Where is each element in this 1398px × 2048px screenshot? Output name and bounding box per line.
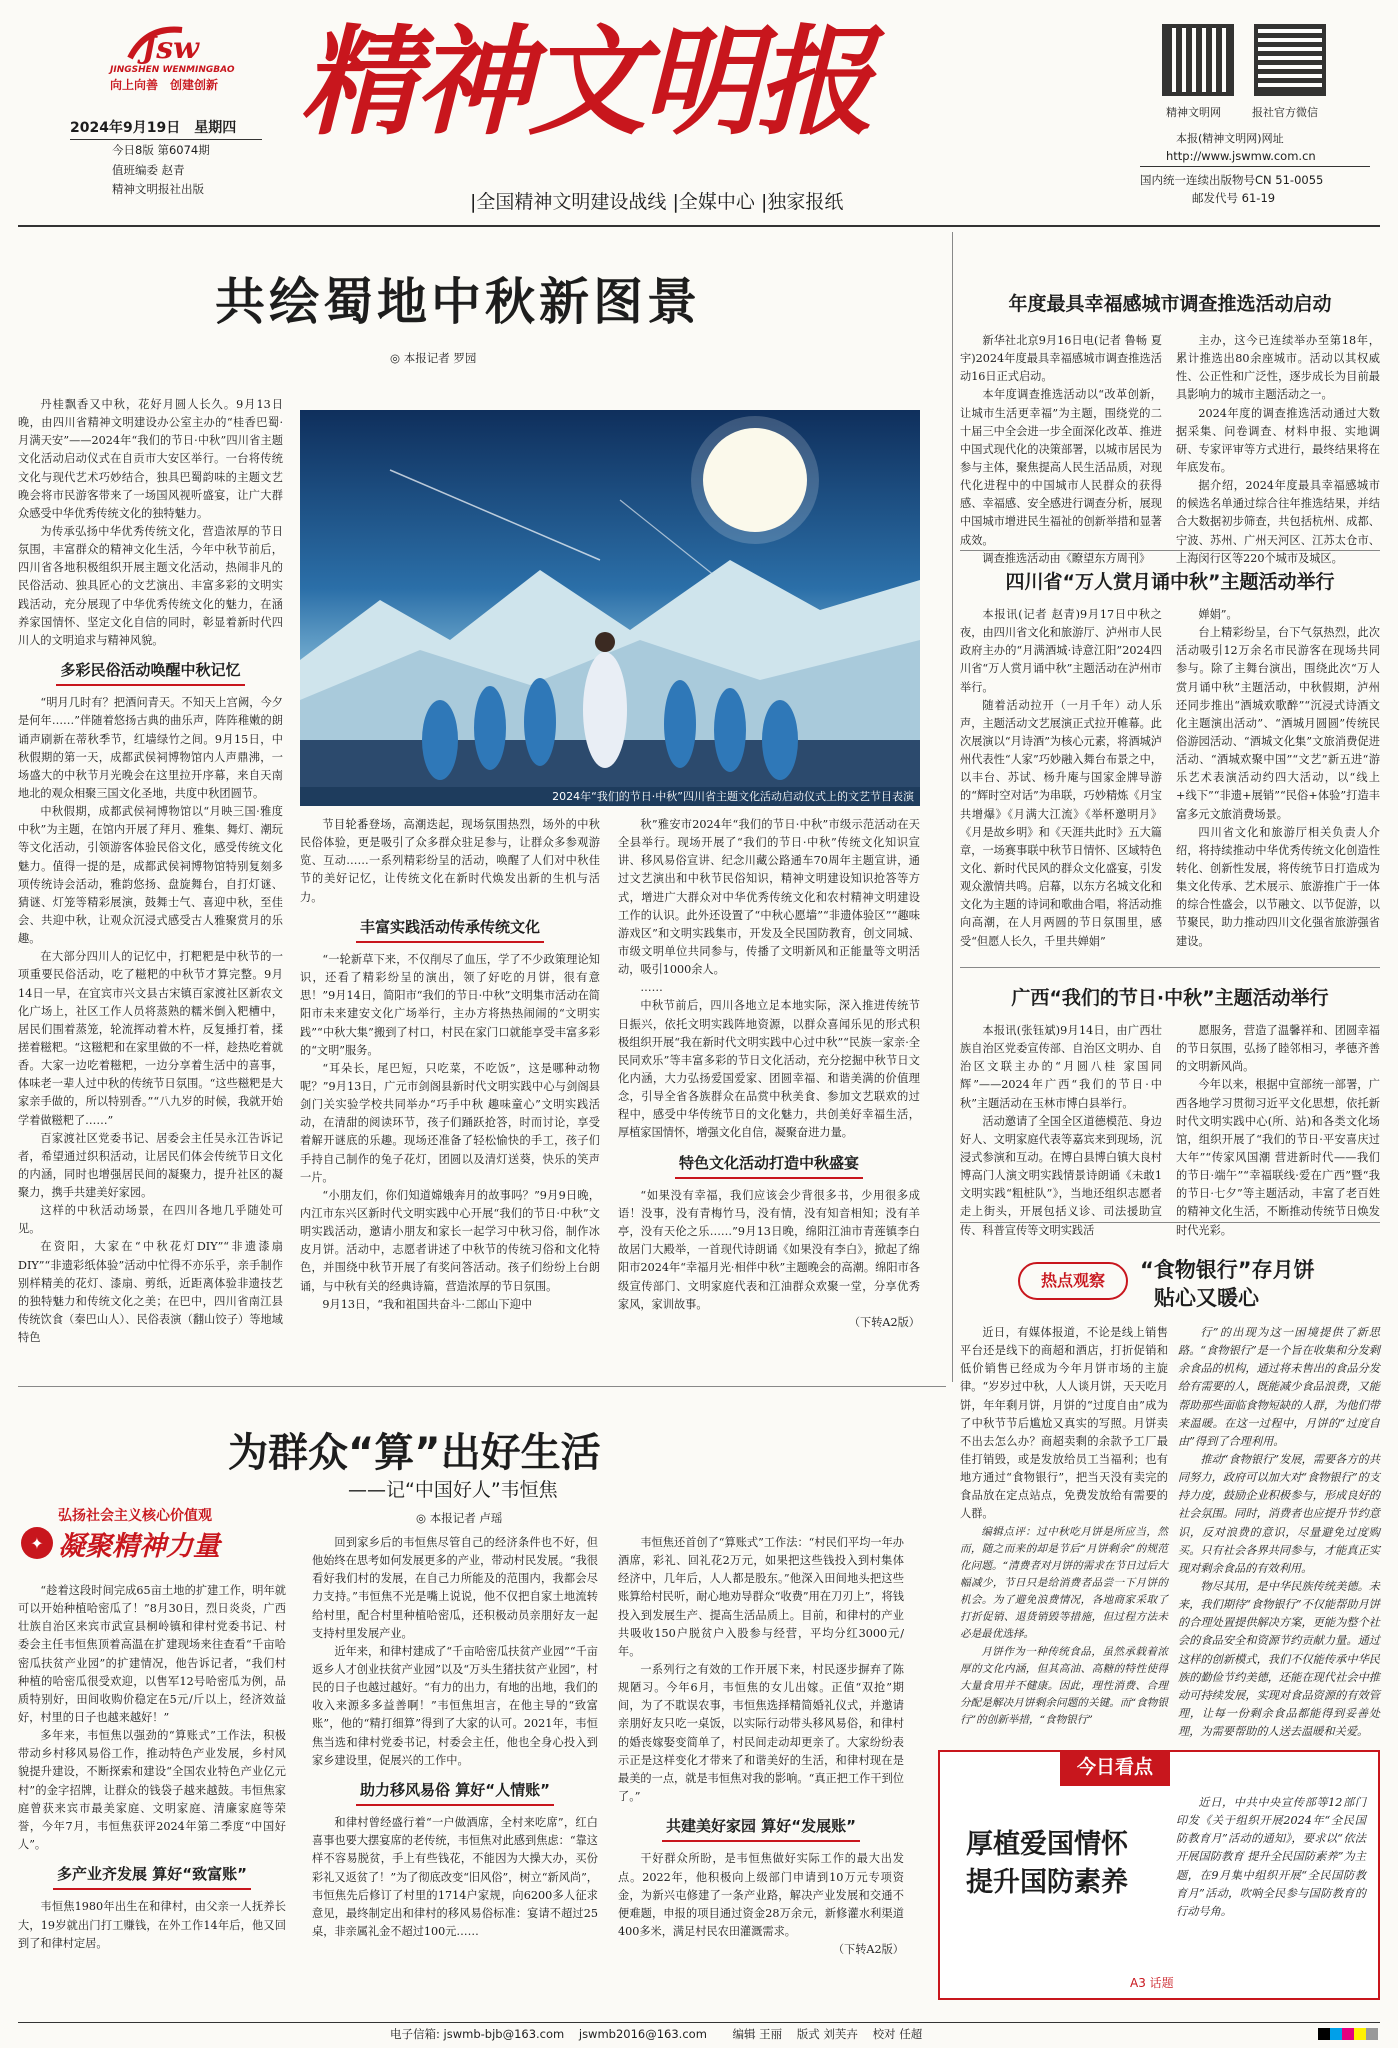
paragraph: 韦恒焦还首创了“算账式”工作法：“村民们平均一年办酒席，彩礼、回礼花2万元，如果把这些钱投入到村集体经济中，几年后，人人都是股东。”他深入田间地头把这些账算给村民听，耐心地劝导群众“收费”用在刀刃上”，将钱投入到发展生产、提高生活品质上。目前，和律村的产业共吸收150户脱贫户入股参与经营，平均分红3000元/年。 — [618, 1536, 904, 1658]
tagline-divider: | — [470, 191, 477, 213]
byline-mark-icon: ◎ — [416, 1511, 430, 1525]
brief3-col1 — [960, 1022, 1162, 1240]
tagline-divider: | — [760, 191, 768, 213]
footer — [390, 2026, 922, 2044]
logo-slogan: 向上向善 创建创新 — [110, 78, 219, 92]
color-bar — [1318, 2028, 1378, 2040]
masthead-divider — [70, 139, 262, 140]
masthead-rule — [18, 225, 1380, 227]
qr-label-website: 精神文明网 — [1166, 106, 1221, 119]
masthead-right-divider — [1140, 166, 1370, 167]
edition-info: 今日8版 第6074期 — [112, 143, 210, 157]
lead-col-1 — [18, 396, 283, 1346]
lead-col2-paras-2 — [300, 951, 600, 1314]
paragraph: 丹桂飘香又中秋，花好月圆人长久。9月13日晚，由四川省精神文明建设办公室主办的“桂香巴蜀·月满天安”——2024年“我们的节日·中秋”四川省主题文化活动启动仪式在自贡市大安区举行。一台将传统文化与现代艺术巧妙结合，独具巴蜀韵味的主题文艺晚会将市民游客带来了一场国风视听盛宴，让广大群众感受中华优秀传统文化的独特魅力。 — [18, 398, 283, 520]
today-text — [1176, 1794, 1366, 1921]
paragraph: 秋”雅安市2024年“我们的节日·中秋”市级示范活动在天全县举行。现场开展了“我们的节日·中秋”传统文化知识宣讲、移风易俗宣讲、纪念川藏公路通车70周年主题宣讲，通过文艺演出和中秋节民俗知识，精神文明建设知识抢答等方式，增进广大群众对中华优秀传统文化和农村精神文明建设工作的认识。此外还设置了“中秋心愿墙”“非遗体验区”“趣味游戏区”和文明实践集市，开发及全民国防教育，创文同城、市级文明单位共同参与，传播了文明新风和正能量等文明活动，吸引1000余人。 — [618, 818, 920, 977]
site-label: 本报(精神文明网)网址 — [1176, 132, 1284, 145]
today-badge-text: 今日看点 — [1076, 1756, 1153, 1778]
tagline-bar — [470, 188, 843, 217]
lead-col3-paras — [618, 816, 920, 1143]
paragraph: 随着活动拉开（一月千年）动人乐声，主题活动文艺展演正式拉开帷幕。此次展演以“月诗酒”为核心元素，将酒城泸州代表性“人家”巧妙融入舞台布景之中，以丰台、苏试、杨升庵与国家金牌导游的“辉时空对话”为串联，巧妙精炼《月宝共增爆》《月满大江流》《举杯邀明月》《月是故乡明》和《天涯共此时》五大篇章，一场赛事联中秋节日情怀、区域特色文化、新时代民风的群众文化盛宴，引发观众激情共鸣。启幕，以东方名城文化和文化为主题的诗词和歌曲合唱，将活动推向高潮，在人月两圆的节日氛围里，感受“但愿人长久，千里共婵娟” — [960, 698, 1162, 948]
paragraph: 据介绍，2024年度最具幸福感城市的候选名单通过综合往年推选结果，并结合大数据初步筛查，共包括杭州、成都、宁波、苏州、广州天河区、江苏太仓市、上海闵行区等220个城市及城区。 — [1176, 479, 1380, 565]
footer-email-2[interactable]: jswmb2016@163.com — [578, 2027, 707, 2041]
lead-continued[interactable]: （下转A2版） — [848, 1315, 920, 1329]
paragraph: 新华社北京9月16日电(记者 鲁畅 夏宇)2024年度最具幸福感城市调查推选活动16日正式启动。 — [960, 334, 1162, 384]
brief-title-1: 年度最具幸福感城市调查推选活动启动 — [1008, 293, 1332, 315]
bottom-byline-text: 本报记者 卢瑶 — [429, 1511, 503, 1525]
paragraph: “耳朵长，尾巴短，只吃菜，不吃饭”，这是哪种动物呢？”9月13日，广元市剑阁县新时代文明实践中心与剑阁县剑门关实验学校共同举办“巧手中秋 趣味童心”文明实践活动，在清甜的阅读环节，孩子们踊跃抢答，时而讨论，享受着解开谜底的乐趣。现场还准备了轻松愉快的手工，孩子们手持自己制作的兔子花灯，团圆以及清灯送葵，快乐的笑声一片。 — [300, 1061, 600, 1184]
paragraph: 活动邀请了全国全区道德模范、身边好人、文明家庭代表等嘉宾来到现场，沉浸式参演和互动。在博白县博白镇大良村博高门人演文明实践情景诗朗诵《未敢1文明实践“粗桩队”》，当地还组织志愿者走上街头，开展包括义诊、司法援助宣传、科普宣传等文明实践活 — [960, 1114, 1162, 1237]
logo-letters: Jsw — [142, 31, 199, 66]
paragraph: 一系列行之有效的工作开展下来，村民逐步摒弃了陈规陋习。今年6月，韦恒焦的女儿出嫁。正值“双抢”期间，为了不耽误农事，韦恒焦选择精简婚礼仪式，并邀请亲朋好友只吃一桌饭，以实际行动带头移风易俗，和律村的婚丧嫁娶变简单了，村民间走动却更亲了。大家纷纷表示正是这样变化才带来了和谐美好的生活，和律村现在是最美的一点，就是韦恒焦对我的影响。“真正把工作干到位了。” — [618, 1662, 904, 1803]
site-url[interactable]: http://www.jswmw.com.cn — [1166, 149, 1316, 163]
bottom-byline — [416, 1510, 502, 1528]
section-rule-right — [960, 1222, 1380, 1223]
brief-rule — [960, 550, 1380, 551]
paragraph: 行”的出现为这一困境提供了新思路。“食物银行”是一个旨在收集和分发剩余食品的机构，通过将未售出的食品分发给有需要的人，既能减少食品浪费，又能帮助那些面临食物短缺的人群，为他们带来温暖。在这一过程中，月饼的“过度自由”得到了合理利用。 — [1178, 1326, 1380, 1448]
today-text-body: 近日，中共中央宣传部等12部门印发《关于组织开展2024年“全民国防教育月”活动的通知》，要求以“依法开展国防教育 提升全民国防素养”为主题，在9月集中组织开展“全民国防教育月”活动，吹响全民参与国防教育的行动号角。 — [1176, 1796, 1366, 1918]
issue-date: 2024年9月19日 星期四 — [70, 120, 237, 136]
paragraph: 在资阳，大家在“中秋花灯DIY”“非遗漆扇DIY”“非遗彩纸体验”活动中忙得不亦乐乎，亲手制作别样精美的花灯、漆扇、剪纸，近距离体验非遗技艺的独特魅力和传统文化之美；在巴中，四川省南江县传统饮食（秦巴山人）、民俗表演（翻山饺子）等地域特色 — [18, 1240, 283, 1345]
paragraph: 近日，有媒体报道，不论是线上销售平台还是线下的商超和酒店，打折促销和低价销售已经成为今年月饼市场的主旋律。“岁岁过中秋，人人谈月饼，天天吃月饼，年年剩月饼，月饼的“过度自由”成为了中秋节节后尴尬又真实的写照。月饼卖不出去怎么办？商超卖剩的余款予工厂最佳打销毁，或是发放给员工当福利；也有地方通过“食物银行”，把当天没有卖完的食品放在定点站点，免费发放给有需要的人群。 — [960, 1326, 1168, 1521]
postal-code: 邮发代号 61-19 — [1192, 191, 1276, 205]
duty-editor: 值班编委 赵青 — [112, 163, 185, 177]
lead-col2-paras — [300, 816, 600, 907]
hot-col-2 — [1178, 1324, 1380, 1739]
footer-rule — [18, 2022, 1380, 2023]
tagline-3: 独家报纸 — [767, 191, 844, 213]
hot-title-1: “食物银行”存月饼 — [1140, 1258, 1315, 1282]
bottom-col3-paras — [618, 1534, 904, 1806]
hot-col1-paras — [960, 1324, 1168, 1524]
hot-observation — [960, 1232, 1380, 1739]
brief-2-col-2 — [1176, 606, 1380, 966]
hot-title-2: 贴心又暖心 — [1154, 1286, 1259, 1310]
lead-subhead-2: 丰富实践活动传承传统文化 — [356, 915, 544, 943]
banner-small: 弘扬社会主义核心价值观 — [58, 1508, 212, 1524]
footer-email-label: 电子信箱: — [390, 2027, 440, 2041]
footer-proof: 校对 任超 — [872, 2027, 923, 2041]
today-box — [938, 1750, 1380, 2000]
paragraph: 2024年度的调查推选活动通过大数据采集、问卷调查、材料申报、实地调研、专家评审等方式进行，最终结果将在年底发布。 — [1176, 406, 1380, 474]
masthead — [0, 0, 1398, 225]
lead-title: 共绘蜀地中秋新图景 — [215, 273, 701, 331]
paragraph: 中秋假期，成都武侯祠博物馆以“月映三国·雅度中秋”为主题，在馆内开展了拜月、雅集、舞灯、潮玩等文化活动，引领游客体验民俗文化，感受传统文化魅力。值得一提的是，成都武侯祠博物馆特别复刻多项传统诗会活动，雅韵悠扬、盘旋舞台，自打灯谜、猜谜、灯笼等精彩展演，鼓舞士气、喜迎中秋，至佳会、共迎中秋，让观众沉浸式感受古人雅聚赏月的乐趣。 — [18, 805, 283, 946]
bottom-subtitle: ——记“中国好人”韦恒焦 — [348, 1479, 558, 1501]
footer-editor: 编辑 王丽 — [732, 2027, 783, 2041]
brief-3-col-1 — [960, 1022, 1162, 1237]
brief-3-col-2 — [1176, 1022, 1380, 1237]
paragraph: “一轮新草下来，不仅削尽了血压，学了不少政策理论知识，还看了精彩纷呈的演出，领了好吃的月饼，很有意思！”9月14日，简阳市“我们的节日·中秋”文明集市活动在简阳市未来建安文化广场举行，主办方将热热闹闹的“文明实践”“中秋大集”搬到了村口，村民在家门口就能享受丰富多彩的“文明”服务。 — [300, 953, 600, 1057]
hot-col2-paras — [1178, 1324, 1380, 1741]
paper-name: 精神文明报 — [300, 12, 871, 151]
paragraph: …… — [640, 981, 663, 995]
paragraph: 中秋节前后，四川各地立足本地实际，深入推进传统节日振兴，依托文明实践阵地资源，以群众喜闻乐见的形式积极组织开展“我在新时代文明实践中心过中秋”“民族一家亲·全民同欢乐”等丰富多彩的节日文化活动，充分挖掘中秋节日文化内涵，大力弘扬爱国爱家、团圆幸福、和谐美满的价值理念，引导全省各族群众在品赏中秋美食、参加文艺联欢的过程中，感受中华传统节日的文化魅力，共创美好幸福生活，厚植家国情怀，增强文化自信，凝聚奋进力量。 — [618, 999, 920, 1140]
paragraph: 本报讯(记者 赵青)9月17日中秋之夜，由四川省文化和旅游厅、泸州市人民政府主办的“月满酒城·诗意江阳”2024四川省“万人赏月诵中秋”主题活动在泸州市举行。 — [960, 608, 1162, 694]
today-badge — [1060, 1750, 1170, 1786]
today-page-ref[interactable]: A3 话题 — [1130, 1976, 1174, 1990]
lead-col1-paras-2 — [18, 694, 283, 1347]
hot-col-1 — [960, 1324, 1168, 1727]
publisher: 精神文明报社出版 — [112, 182, 204, 196]
brief1-col1 — [960, 332, 1162, 568]
paragraph: “趁着这段时间完成65亩土地的扩建工作，明年就可以开始种植哈密瓜了！”8月30日，烈日炎炎，广西壮族自治区来宾市武宣县桐岭镇和律村党委书记、村委会主任韦恒焦顶着高温在扩建现场来往查看“千亩哈密瓜扶贫产业园”的扩建情况，他告诉记者，“我们村种植的哈密瓜很受欢迎，以售军12号哈密瓜为例，品质特别好，田间收购价稳定在5元/斤以上，经济效益好，村里的日子也越来越好！” — [18, 1584, 286, 1724]
bottom-subhead-1: 多产业齐发展 算好“致富账” — [53, 1862, 251, 1890]
paragraph: 今年以来，根据中宣部统一部署，广西各地学习贯彻习近平文化思想，依托新时代文明实践中心(所、站)和各类文化场馆，组织开展了“我们的节日·平安喜庆过大年”“传家风国潮 营进新时代——我们的节日·端午”“幸福联线·爱在广西”暨“我的节日·七夕”等主题活动，丰富了老百姓的精神文化生活，不断推动传统节日焕发时代光彩。 — [1176, 1078, 1380, 1237]
bottom-col-3 — [618, 1534, 904, 1994]
lead-col-3 — [618, 816, 920, 1346]
lead-col1-paras — [18, 396, 283, 650]
paragraph: “如果没有幸福，我们应该会少背很多书，少用很多成语！没事，没有青梅竹马，没有情，没有知音相知；没有羊亭，没有天伦之乐……”9月13日晚，绵阳江油市青莲镇李白故居门大殿举，一首现代诗朗诵《如果没有李白》，掀起了绵阳市2024年“幸福月光·相伴中秋”主题晚会的高潮。绵阳市各级宣传部门、文明家庭代表和江油群众欢聚一堂，分享优秀家风，家训故事。 — [618, 1188, 920, 1311]
svg-text:✦: ✦ — [30, 1534, 44, 1553]
qr-code-wechat[interactable] — [1254, 24, 1326, 96]
cn-number: 国内统一连续出版物号CN 51-0055 — [1140, 173, 1324, 187]
paragraph: 调查推选活动由《瞭望东方周刊》 — [982, 551, 1151, 565]
bottom-continued[interactable]: （下转A2版） — [832, 1943, 904, 1957]
brief1-col2 — [1176, 332, 1380, 568]
bottom-col-2 — [312, 1534, 598, 1994]
lead-col-2 — [300, 816, 600, 1346]
emblem-icon — [20, 1526, 54, 1560]
today-title-2: 提升国防素养 — [966, 1867, 1128, 1898]
hot-tail: 月饼作为一种传统食品，虽然承载着浓厚的文化内涵，但其高油、高糖的特性使得大量食用并不健康。因此，理性消费、合理分配是解决月饼剩余问题的关键。而“食物银行”的创新举措，“食物银行” — [960, 1645, 1168, 1727]
paragraph: 推动“食物银行”发展，需要各方的共同努力，政府可以加大对“食物银行”的支持力度，鼓励企业积极参与，形成良好的社会氛围。同时，消费者也应提升节约意识，反对浪费的意识，尽量避免过度购买。只有社会各界共同参与，才能真正实现对剩余食品的有效利用。 — [1178, 1452, 1380, 1575]
paragraph: 台上精彩纷呈，台下气氛热烈，此次活动吸引12万余名市民游客在现场共同参与。除了主舞台演出，围绕此次“万人赏月诵中秋”主题活动，中秋假期，泸州还同步推出“酒城欢歌醉”“沉浸式诗酒文化主题演出活动”、“酒城月圆圆”传统民俗游园活动、“酒城文化集”文旅消费促进活动、“酒城欢聚中国”“文艺”新五进“游乐艺术表演活动约四大活动，以“线上+线下”“非遗+展销”“民俗+体验”打造丰富多元文旅消费场景。 — [1176, 626, 1380, 821]
brief2-col2 — [1176, 606, 1380, 951]
today-title-1: 厚植爱国情怀 — [966, 1829, 1128, 1860]
column-divider — [952, 232, 953, 1382]
banner-big: 凝聚精神力量 — [58, 1531, 220, 1562]
paragraph: 物尽其用，是中华民族传统美德。未来，我们期待“食物银行”不仅能帮助月饼的合理处置提供解决方案，更能为整个社会的食品安全和资源节约贡献力量。通过这样的创新模式，我们不仅能传承中华民族的勤俭节约美德，还能在现代社会中推动可持续发展，实现对食品资源的有效管理，让每一份剩余食品都能得到妥善处理，为需要帮助的人送去温暖和关爱。 — [1178, 1579, 1380, 1739]
hot-badge-text: 热点观察 — [1040, 1271, 1105, 1290]
lead-col3-paras-2 — [618, 1187, 920, 1314]
paragraph: 韦恒焦1980年出生在和律村，由父亲一人抚养长大，19岁就出门打工赚钱，在外工作14年后，他又回到了和律村定居。 — [18, 1900, 286, 1950]
brief-1-col-1 — [960, 332, 1162, 565]
bottom-col2-paras — [312, 1534, 598, 1770]
bottom-col1-paras — [18, 1582, 286, 1854]
byline-mark-icon: ◎ — [390, 351, 404, 365]
paragraph: 9月13日，“我和祖国共奋斗·二郎山下迎中 — [322, 1297, 533, 1311]
hot-badge — [1018, 1262, 1128, 1300]
bottom-title: 为群众“算”出好生活 — [228, 1430, 601, 1476]
qr-code-website[interactable] — [1162, 24, 1234, 96]
brief-2-col-1 — [960, 606, 1162, 966]
paragraph: 主办，这今已连续举办至第18年，累计推选出80余座城市。活动以其权威性、公正性和广泛性，逐步成长为目前最具影响力的城市主题活动之一。 — [1176, 334, 1380, 402]
bottom-col-1 — [18, 1582, 286, 1994]
paragraph: 和律村曾经盛行着“一户做酒席，全村来吃席”，红白喜事也要大摆宴席的老传统，韦恒焦对此感到焦虑：“靠这样不容易脱贫，手上有些钱花，不能因为大操大办，买份彩礼又返贫了！”为了彻底改变“旧风俗”，树立“新风尚”，韦恒焦先后修订了村里的1714户家规，向6200多人征求意见，最终制定出和律村的移风易俗标准：宴请不超过25桌，非亲属礼金不超过100元…… — [312, 1816, 598, 1938]
lead-byline — [390, 350, 476, 368]
paragraph: “明月几时有？把酒问青天。不知天上宫阙，今夕是何年……”伴随着悠扬古典的曲乐声，阵阵稚嫩的朗诵声刷新在蒂秋季节，红墙绿竹之间。9月15日，中秋假期的第一天，成都武侯祠博物馆内人声鼎沸，一场盛大的中秋节月光晚会在这里拉开序幕，来自天南地北的观众相聚三国文化圣地，共度中秋团圆节。 — [18, 696, 283, 800]
paragraph: 近年来，和律村建成了“千亩哈密瓜扶贫产业园”“千亩返乡人才创业扶贫产业园”以及“万头生猪扶贫产业园”，村民的日子也越过越好。“有力的出力，有地的出地，我们的收入来源多多益善啊！”韦恒焦坦言，在他主导的“致富账”，他的“精打细算”得到了大家的认可。2021年，韦恒焦当选和律村党委书记，村委会主任，他也全身心投入到家乡建设里，促展兴的工作中。 — [312, 1644, 598, 1767]
bottom-article — [18, 1390, 928, 2000]
lead-photo — [300, 410, 920, 806]
logo — [90, 24, 260, 104]
bottom-col3-paras-2 — [618, 1850, 904, 1941]
paragraph: 多年来，韦恒焦以强劲的“算账式”工作法，积极带动乡村移风易俗工作，推动特色产业发展，乡村风貌提升建设，不断探索和建设“全国农业特色产业亿元村”的金字招牌，让群众的钱袋子越来越鼓。韦恒焦家庭曾获来宾市最美家庭、文明家庭、清廉家庭等荣誉，今年7月，韦恒焦获评2024年第二季度“中国好人”。 — [18, 1729, 286, 1851]
lead-article — [18, 232, 946, 1367]
paragraph: 干好群众所盼，是韦恒焦做好实际工作的最大出发点。2022年，他积极向上级部门申请到10万元专项资金，为新兴屯修建了一条产业路，解决产业发展和交通不便难题，申报的项目通过资金28万余元，新修灌水利渠道400多米，满足村民农田灌溉需求。 — [618, 1852, 904, 1938]
bottom-col1-paras-2 — [18, 1898, 286, 1952]
tagline-1: 全国精神文明建设战线 — [476, 191, 667, 213]
brief-1-col-2 — [1176, 332, 1380, 565]
hot-comment: 编辑点评：过中秋吃月饼是所应当，然而，随之而来的却是节后“月饼剩余”的规范化问题。“清费者对月饼的需求在节日过后大幅减少，节日只是给消费者品尝一下月饼的机会。为了避免浪费情况，各地商家采取了打折促销、退货销毁等措施，但过程方法未必是最优选择。 — [960, 1525, 1168, 1641]
brief-title-3: 广西“我们的节日·中秋”主题活动举行 — [1011, 987, 1329, 1009]
lead-subhead-3: 特色文化活动打造中秋盛宴 — [675, 1151, 863, 1179]
paragraph: 在大部分四川人的记忆中，打粑粑是中秋节的一项重要民俗活动，吃了糍粑的中秋节才算完整。9月14日一早，在宜宾市兴文县古宋镇百家渡社区新农文化广场上，社区工作人员将蒸熟的糯米倒入粑槽中，居民们围着蒸笼，轮流挥动着木杵，反复捶打着，揉搓着糍粑。“这糍粑和在家里做的不一样，趁热吃着就香。大家一边吃着糍粑，一边分享着生活中的喜事，体味老一辈人过中秋的传统节日氛围。“这些糍粑是大家亲手做的，所以特别香。”“八九岁的时候，我就开始学着做糍粑了……” — [18, 950, 283, 1127]
paragraph: 这样的中秋活动场景，在四川各地几乎随处可见。 — [18, 1204, 283, 1236]
values-banner — [18, 1504, 283, 1574]
paragraph: 愿服务，营造了温馨祥和、团圆幸福的节日氛围，弘扬了睦邻相习，孝德齐善的文明新风尚。 — [1176, 1024, 1380, 1074]
paragraph: 百家渡社区党委书记、居委会主任吴永江告诉记者，希望通过织积活动，让居民们体会传统节日文化的内涵，同时也增强居民间的凝聚力，提升社区的凝聚力，携手共建美好家园。 — [18, 1131, 283, 1200]
qr-label-wechat: 报社官方微信 — [1252, 106, 1318, 119]
bottom-col2-paras-2 — [312, 1814, 598, 1941]
logo-pinyin: JINGSHEN WENMINGBAO — [110, 65, 235, 75]
paragraph: 四川省文化和旅游厅相关负责人介绍，将持续推动中华优秀传统文化创造性转化、创新性发展，将传统节日打造成为集文化传承、艺术展示、旅游推广于一体的综合性盛会，以节融文、以节促游，以节聚民，助力推动四川文化强省旅游强省建设。 — [1176, 825, 1380, 948]
paragraph: 为传承弘扬中华优秀传统文化，营造浓厚的节日氛围，丰富群众的精神文化生活，今年中秋节前后，四川省各地积极组织开展主题文化活动，热闹非凡的民俗活动、独具匠心的文艺演出、丰富多彩的文明实践活动，充分展现了中华优秀传统文化的魅力，在涵养家国情怀、坚定文化自信的同时，彰显着新时代四川人的文明追求与精神风貌。 — [18, 524, 283, 647]
paragraph: 回到家乡后的韦恒焦尽管自己的经济条件也不好，但他始终在思考如何发展更多的产业，带动村民发展。“我很看好我们村的发展，在自己力所能及的范围内，我都会尽力支持。”韦恒焦不光是嘴上说说，他不仅把自家土地流转给村里，配合村里种植哈密瓜，还积极动员亲朋好友一起支持村里发展产业。 — [312, 1536, 598, 1640]
brief2-col1 — [960, 606, 1162, 951]
stage-scene-icon — [300, 410, 920, 806]
paragraph: 本年度调查推选活动以“改革创新，让城市生活更幸福”为主题，围绕党的二十届三中全会进一步全面深化改革、推进中国式现代化的决策部署，以城市居民为参与主体，聚焦提高人民生活品质，对现代化进程中的中国城市人民群众的获得感、幸福感、安全感进行调查分析，展现中国城市增进民生福祉的创新举措和显著成效。 — [960, 388, 1162, 547]
lead-subhead-1: 多彩民俗活动唤醒中秋记忆 — [56, 658, 244, 686]
footer-email-1[interactable]: jswmb-bjb@163.com — [443, 2027, 565, 2041]
paragraph: 节目轮番登场，高潮迭起，现场氛围热烈，场外的中秋民俗体验，更是吸引了众多群众驻足参与，让群众多参观游览、互动……一系列精彩纷呈的活动，唤醒了人们对中秋佳节的美好记忆，让传统文化在新时代焕发出新的生机与活力。 — [300, 818, 600, 904]
bottom-subhead-3: 共建美好家园 算好“发展账” — [662, 1814, 860, 1842]
right-briefs — [960, 232, 1380, 1292]
section-rule-left — [18, 1386, 946, 1387]
paragraph: 本报讯(张钰斌)9月14日，由广西壮族自治区党委宣传部、自治区文明办、自治区文联主办的“月圆八桂 家国同辉”——2024年广西“我们的节日·中秋”主题活动在玉林市博白县举行。 — [960, 1024, 1162, 1110]
paragraph: 婵娟”。 — [1198, 608, 1238, 621]
brief3-col2 — [1176, 1022, 1380, 1240]
footer-layout: 版式 刘芙卉 — [796, 2027, 858, 2041]
brief-title-2: 四川省“万人赏月诵中秋”主题活动举行 — [1005, 571, 1335, 593]
lead-byline-text: 本报记者 罗园 — [403, 351, 477, 365]
brief-rule — [960, 967, 1380, 968]
bottom-subhead-2: 助力移风易俗 算好“人情账” — [356, 1778, 554, 1806]
tagline-divider: | — [672, 191, 679, 213]
paragraph: “小朋友们，你们知道嫦娥奔月的故事吗？”9月9日晚，内江市东兴区新时代文明实践中心开展“我们的节日·中秋”文明实践活动，邀请小朋友和家长一起学习中秋习俗，制作冰皮月饼。活动中，志愿者讲述了中秋节的传统习俗和文化特色，并围绕中秋节开展了有奖问答活动。孩子们纷纷上台朗诵，与中秋有关的经典诗篇，营造浓厚的节日氛围。 — [300, 1188, 600, 1293]
lead-photo-caption: 2024年“我们的节日·中秋”四川省主题文化活动启动仪式上的文艺节目表演 — [300, 787, 920, 806]
tagline-2: 全媒中心 — [678, 191, 755, 213]
